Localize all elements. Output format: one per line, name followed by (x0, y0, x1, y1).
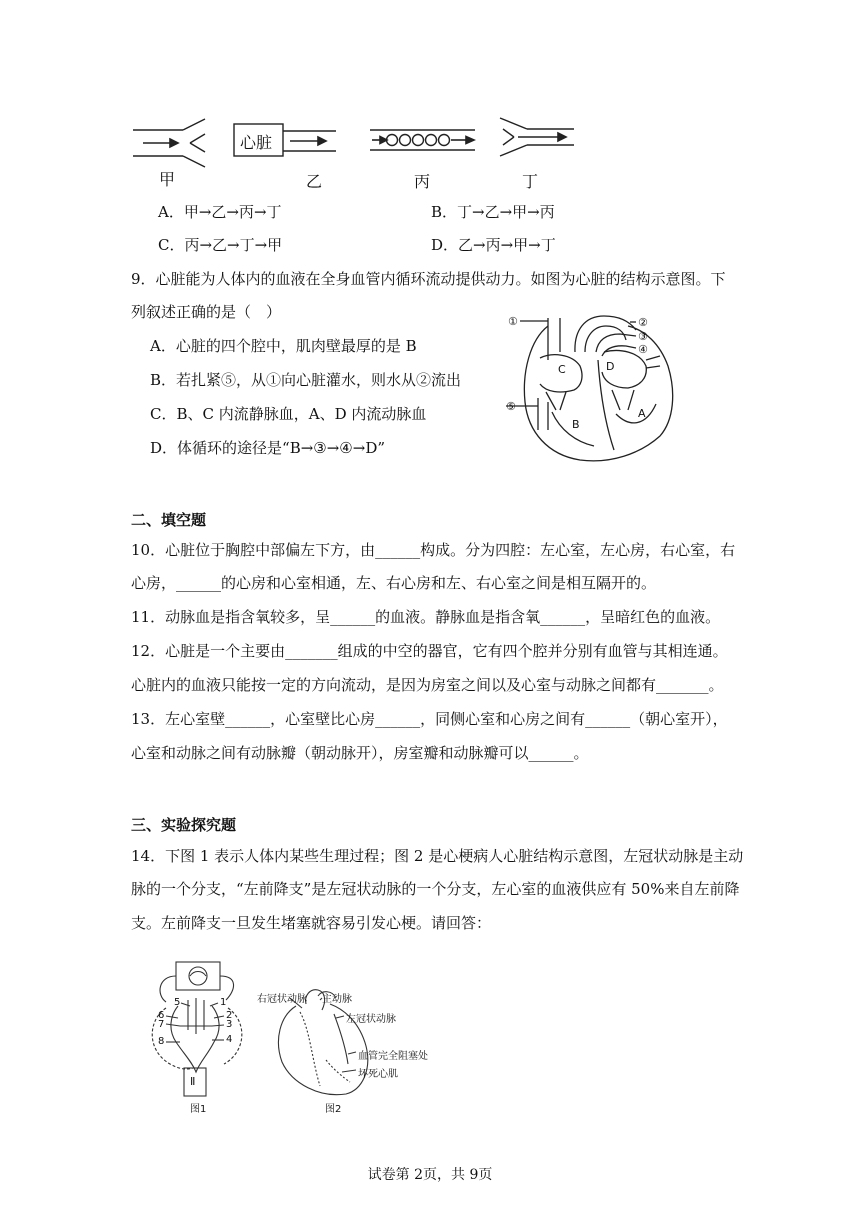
fig1-num-6: 6 (158, 1010, 165, 1021)
fig2-caption: 图2 (325, 1104, 342, 1115)
q10-line1: 10．心脏位于胸腔中部偏左下方，由______构成。分为四腔：左心室，左心房，右心室，右 (131, 541, 736, 559)
q9-fig-label-1: ① (508, 315, 518, 328)
fig2-label-necrosis: 坏死心肌 (358, 1069, 398, 1080)
q11: 11．动脉血是指含氧较多，呈______的血液。静脉血是指含氧______，呈暗红色的血液。 (131, 608, 721, 626)
q10-line2: 心房，______的心房和心室相通，左、右心房和左、右心室之间是相互隔开的。 (131, 574, 657, 592)
q9-fig-label-C: C (558, 363, 566, 376)
q14-line2: 脉的一个分支，“左前降支”是左冠状动脉的一个分支，左心室的血液供应有 50%来自左前降 (131, 880, 740, 898)
vessel-label-ding: 丁 (522, 172, 539, 191)
fig1-caption: 图1 (190, 1104, 207, 1115)
q12-line2: 心脏内的血液只能按一定的方向流动，是因为房室之间以及心室与动脉之间都有_______。 (131, 676, 724, 694)
q13-line2: 心室和动脉之间有动脉瓣（朝动脉开），房室瓣和动脉瓣可以______。 (131, 744, 589, 762)
q8-option-b: B．丁→乙→甲→丙 (431, 203, 555, 221)
fig2-label-blockage: 血管完全阻塞处 (358, 1051, 428, 1062)
q14-line3: 支。左前降支一旦发生堵塞就容易引发心梗。请回答： (131, 914, 492, 932)
vessel-label-jia: 甲 (159, 170, 176, 189)
page-footer: 试卷第 2页，共 9页 (367, 1167, 493, 1183)
fig1-num-4: 4 (226, 1034, 233, 1045)
q8-option-d: D．乙→丙→甲→丁 (431, 236, 556, 254)
q9-stem-line1: 9．心脏能为人体内的血液在全身血管内循环流动提供动力。如图为心脏的结构示意图。下 (131, 270, 726, 288)
fig2-label-left-coronary: 左冠状动脉 (346, 1014, 396, 1025)
q9-stem-line2: 列叙述正确的是（ ） (131, 303, 282, 321)
q9-fig-label-A: A (638, 407, 646, 420)
fig2-label-right-coronary: 右冠状动脉 (257, 994, 307, 1005)
q9-fig-label-4: ④ (638, 343, 648, 356)
fig1-num-8: 8 (158, 1036, 165, 1047)
q8-option-a: A．甲→乙→丙→丁 (158, 203, 282, 221)
q9-option-a: A．心脏的四个腔中，肌肉壁最厚的是 B (150, 337, 417, 355)
fig1-num-7: 7 (158, 1019, 165, 1030)
fig1-box-label: Ⅱ (190, 1075, 196, 1088)
vessel-label-yi: 乙 (306, 172, 323, 191)
q9-fig-label-B: B (572, 418, 580, 431)
fig1-num-2: 2 (226, 1010, 233, 1021)
q8-option-c: C．丙→乙→丁→甲 (158, 236, 283, 254)
q14-line1: 14．下图 1 表示人体内某些生理过程；图 2 是心梗病人心脏结构示意图，左冠状动脉是主动 (131, 847, 744, 865)
fig1-num-3: 3 (226, 1019, 233, 1030)
fig2-label-aorta: 主动脉 (322, 994, 352, 1005)
q13-line1: 13．左心室壁______，心室壁比心房______，同侧心室和心房之间有______（朝心室开）， (131, 710, 728, 728)
q9-fig-label-2: ② (638, 316, 648, 329)
fig1-num-5: 5 (174, 997, 181, 1008)
section3-heading: 三、实验探究题 (131, 816, 237, 834)
heart-box-label: 心脏 (240, 133, 273, 152)
q12-line1: 12．心脏是一个主要由_______组成的中空的器官，它有四个腔并分别有血管与其相连通。 (131, 642, 728, 660)
q9-fig-label-D: D (606, 360, 615, 373)
q9-option-c: C．B、C 内流静脉血，A、D 内流动脉血 (150, 405, 427, 423)
vessel-label-bing: 丙 (414, 172, 431, 191)
section2-heading: 二、填空题 (131, 511, 207, 529)
q9-fig-label-5: ⑤ (506, 400, 516, 413)
fig1-num-1: 1 (220, 997, 227, 1008)
q9-fig-label-3: ③ (638, 330, 648, 343)
q9-option-d: D．体循环的途径是“B→③→④→D” (150, 439, 386, 457)
q9-option-b: B．若扎紧⑤，从①向心脏灌水，则水从②流出 (150, 371, 462, 389)
